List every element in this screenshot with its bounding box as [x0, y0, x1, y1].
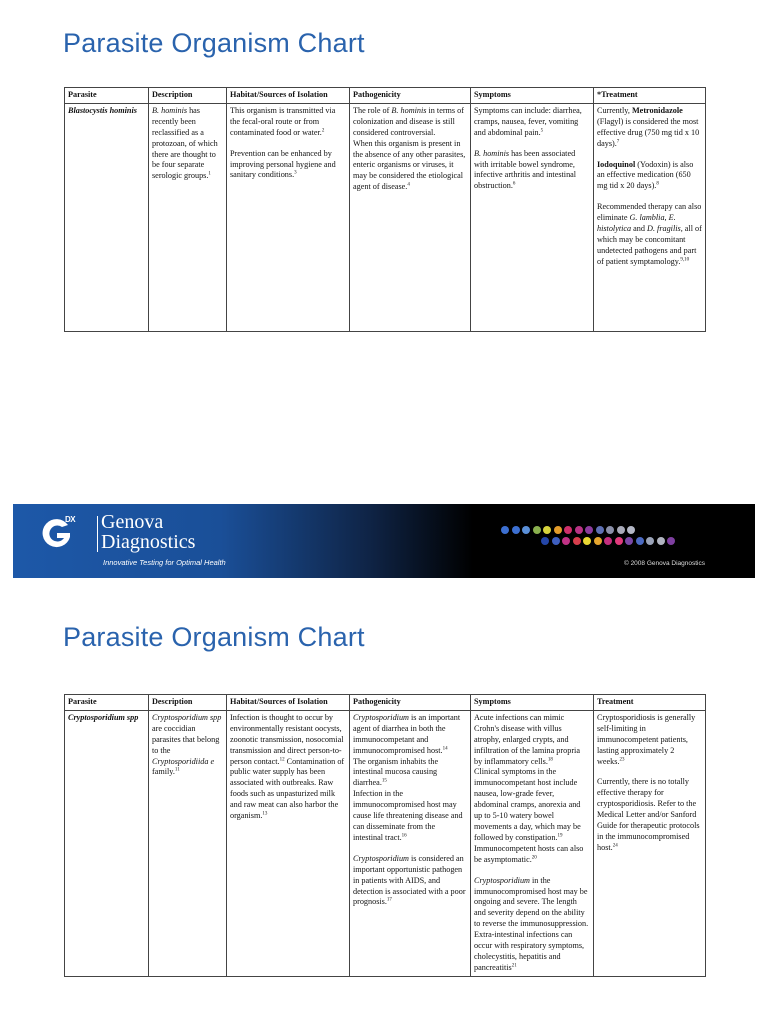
column-header: Habitat/Sources of Isolation	[227, 695, 350, 711]
cell-description: Cryptosporidium spp are coccidian parasites that belong to the Cryptosporidiida e family.$^{11}$	[149, 710, 227, 976]
column-header: Pathogenicity	[350, 88, 471, 104]
table-row	[65, 103, 706, 331]
column-header: Description	[149, 88, 227, 104]
decorative-dot	[583, 537, 591, 545]
cell-symptoms: Symptoms can include: diarrhea, cramps, nausea, fever, vomiting and abdominal pain.$^5$ B. hominis has been associated with irritable bowel syndrome, infective arthritis and intestinal obstruction.$^6$	[471, 103, 594, 331]
genova-footer-banner	[13, 504, 755, 578]
parasite-table-blastocystis	[64, 87, 706, 332]
column-header: Symptoms	[471, 695, 594, 711]
decorative-dot	[625, 537, 633, 545]
decorative-dot	[554, 526, 562, 534]
cell-pathogenicity: Cryptosporidium is an important agent of diarrhea in both the immunocompetant and immunocompromised host.$^{14}$ The organism inhabits the intestinal mucosa causing diarrhea.$^{15}$ Infection in the immunocompromised host may cause life threatening disease and can disseminate from the intestinal tract.$^{16}$ Cryptosporidium is considered an important opportunistic pathogen in patients with AIDS, and detection is associated with a poor prognosis.$^{17}$	[350, 710, 471, 976]
logo-dx-mark: DX	[65, 515, 76, 524]
cell-description: B. hominis has recently been reclassified as a protozoan, of which there are thought to be four separate serologic groups.$^1$	[149, 103, 227, 331]
cell-parasite: Blastocystis hominis	[65, 103, 149, 331]
table-header-row	[65, 88, 706, 104]
decorative-dot	[646, 537, 654, 545]
decorative-dots	[501, 526, 711, 554]
page-title: Parasite Organism Chart	[63, 28, 365, 58]
company-name	[101, 512, 195, 552]
table-row	[65, 710, 706, 976]
cell-symptoms: Acute infections can mimic Crohn's disease with villus atrophy, enlarged crypts, and infiltration of the lamina propria by inflammatory cells.$^{18}$ Clinical symptoms in the immunocompetant host include nausea, low-grade fever, abdominal cramps, anorexia and up to 5-10 watery bowel movements a day, which may be followed by constipation.$^{19}$ Immunocompetent hosts can also be asymptomatic.$^{20}$ Cryptosporidium in the immunocompromised host may be ongoing and severe. The length and severity depend on the ability to reverse the immunosuppression. Extra-intestinal infections can occur with respiratory symptoms, cholecystitis, hepatitis and pancreatitis$^{21}$	[471, 710, 594, 976]
copyright-text: © 2008 Genova Diagnostics	[623, 560, 705, 567]
decorative-dot	[636, 537, 644, 545]
decorative-dot	[596, 526, 604, 534]
decorative-dot	[564, 526, 572, 534]
company-name-line2: Diagnostics	[101, 531, 196, 553]
cell-habitat: This organism is transmitted via the fecal-oral route or from contaminated food or water.$^2$ Prevention can be enhanced by improving personal hygiene and sanitary conditions.$^3$	[227, 103, 350, 331]
column-header: Parasite	[65, 695, 149, 711]
decorative-dot	[657, 537, 665, 545]
cell-habitat: Infection is thought to occur by environmentally resistant oocysts, zoonotic transmission, nosocomial transmission and direct person-to-person contact.$^{12}$ Contamination of public water supply has been associated with outbreaks. Raw foods such as unpasturized milk and raw meat can also harbor the organism.$^{13}$	[227, 710, 350, 976]
decorative-dot	[667, 537, 675, 545]
decorative-dot	[627, 526, 635, 534]
decorative-dot	[604, 537, 612, 545]
page-title: Parasite Organism Chart	[63, 622, 365, 652]
decorative-dot	[615, 537, 623, 545]
column-header: Description	[149, 695, 227, 711]
decorative-dot	[617, 526, 625, 534]
decorative-dot	[543, 526, 551, 534]
decorative-dot	[585, 526, 593, 534]
logo-divider	[97, 516, 98, 552]
decorative-dot	[552, 537, 560, 545]
column-header: Treatment	[594, 695, 706, 711]
column-header: Symptoms	[471, 88, 594, 104]
cell-treatment: Cryptosporidiosis is generally self-limiting in immunocompetent patients, lasting approximately 2 weeks.$^{23}$ Currently, there is no totally effective therapy for cryptosporidiosis. Refer to the Medical Letter and/or Sanford Guide for therapeutic protocols in the immunocompromised host.$^{24}$	[594, 710, 706, 976]
company-name-line1: Genova	[101, 511, 164, 533]
decorative-dot	[562, 537, 570, 545]
cell-parasite: Cryptosporidium spp	[65, 710, 149, 976]
decorative-dot	[606, 526, 614, 534]
column-header: *Treatment	[594, 88, 706, 104]
decorative-dot	[594, 537, 602, 545]
decorative-dot	[512, 526, 520, 534]
column-header: Parasite	[65, 88, 149, 104]
decorative-dot	[573, 537, 581, 545]
decorative-dot	[575, 526, 583, 534]
decorative-dot	[522, 526, 530, 534]
company-tagline: Innovative Testing for Optimal Health	[103, 558, 226, 567]
column-header: Habitat/Sources of Isolation	[227, 88, 350, 104]
table-header-row	[65, 695, 706, 711]
decorative-dot	[541, 537, 549, 545]
cell-treatment: Currently, Metronidazole (Flagyl) is considered the most effective drug (750 mg tid x 10 days).$^7$ Iodoquinol (Yodoxin) is also an effective medication (650 mg tid x 20 days).$^8$ Recommended therapy can also eliminate G. lamblia, E. histolytica and D. fragilis, all of which may be concomitant undetected pathogens and part of patient symptamology.$^{9,10}$	[594, 103, 706, 331]
cell-pathogenicity: The role of B. hominis in terms of colonization and disease is still considered controversial. When this organism is present in the absence of any other parasites, enteric organisms or viruses, it may be considered the etiological agent of disease.$^4$	[350, 103, 471, 331]
column-header: Pathogenicity	[350, 695, 471, 711]
decorative-dot	[501, 526, 509, 534]
parasite-table-cryptosporidium	[64, 694, 706, 977]
decorative-dot	[533, 526, 541, 534]
